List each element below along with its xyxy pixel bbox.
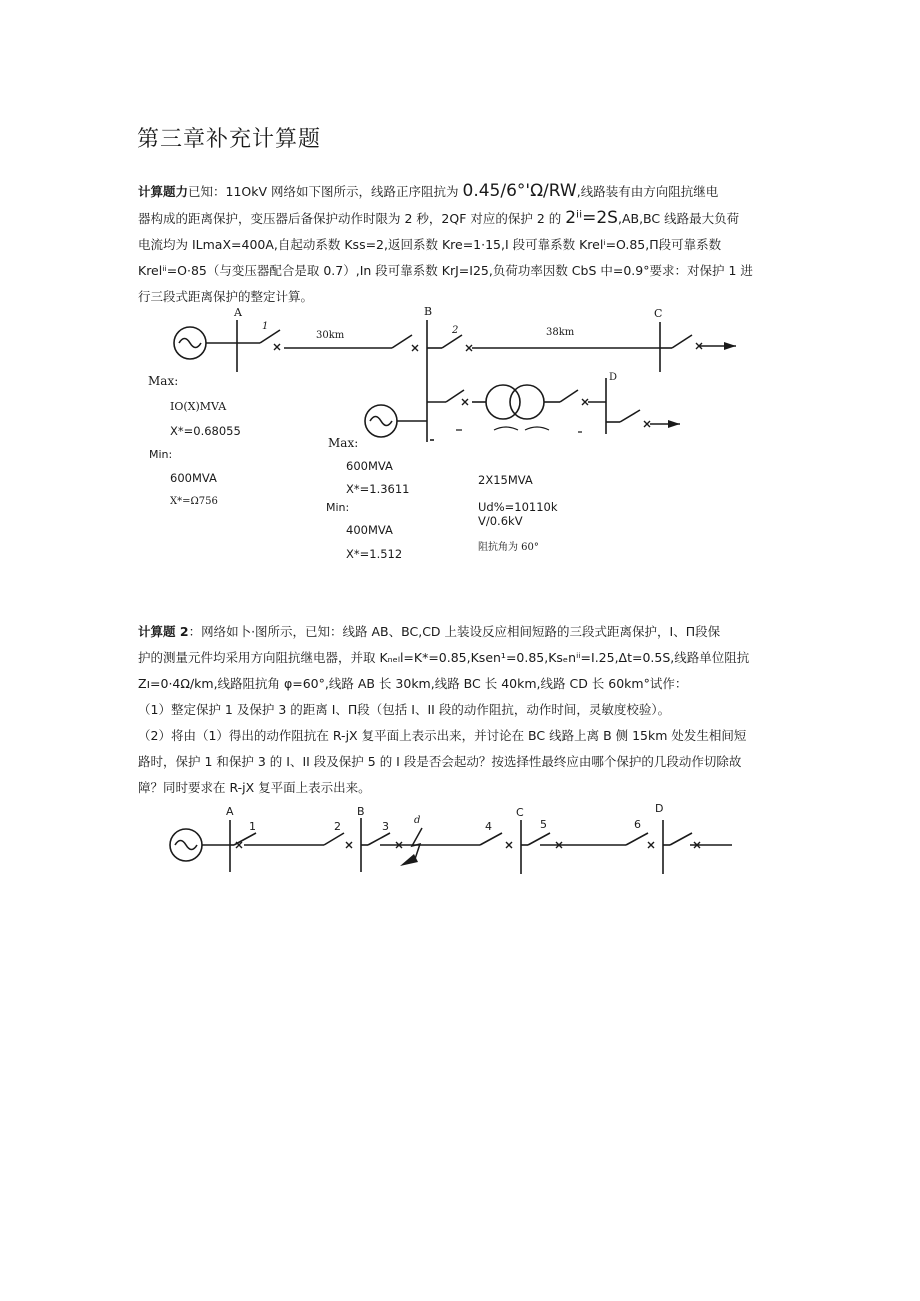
d2-node-d: D	[655, 802, 664, 815]
src-a-max-x: X*=0.68055	[170, 424, 241, 438]
problem-1-label: 计算题力	[138, 184, 189, 199]
p2-line2: 护的测量元件均采用方向阻抗继电器，并取 Kₙₑₗl=K*=0.85,Ksen¹=0.85,Ksₑnⁱⁱ=I.25,Δt=0.5S,线路单位阻抗	[138, 650, 750, 665]
p2-line3: Zı=0·4Ω∕km,线路阻抗角 φ=60°,线路 AB 长 30km,线路 BC 长 40km,线路 CD 长 60km°试作：	[138, 676, 688, 691]
p2-line1: ：网络如卜·图所示，已知：线路 AB、BC,CD 上装设反应相间短路的三段式距离保护，I、Π段保	[188, 624, 721, 639]
src-b-min-x: X*=1.512	[346, 547, 403, 561]
d2-node-a: A	[226, 805, 234, 818]
x-mark	[346, 842, 352, 848]
src-a-min-label: Min:	[149, 448, 173, 461]
length-bc-label: 38km	[546, 327, 575, 338]
page-title: 第三章补充计算题	[137, 127, 322, 152]
src-b-min-mva: 400MVA	[346, 523, 393, 537]
src-a-min-x: X*=Ω756	[170, 496, 218, 507]
p1-line2b: ,AB,BC 线路最大负荷	[617, 211, 740, 226]
src-b-max-label: Max:	[328, 436, 359, 450]
p2-item2-l2: 路时，保护 1 和保护 3 的 I、II 段及保护 5 的 I 段是否会起动？按选择性最终应由哪个保护的几段动作切除故	[138, 754, 742, 769]
src-a-max-mva: IO(X)MVA	[170, 400, 227, 413]
length-ab-label: 30km	[316, 330, 345, 341]
p2-item2-l1: （2）将由（1）得出的动作阻抗在 R-jX 复平面上表示出来，并讨论在 BC 线路上离 B 侧 15km 处发生相间短	[138, 728, 747, 743]
d2-breaker-4: 4	[485, 820, 492, 833]
src-b-max-mva: 600MVA	[346, 459, 393, 473]
p1-line1a: 已知：11OkV 网络如下图所示，线路正序阻抗为	[188, 184, 463, 199]
p1-line5: 行三段式距离保护的整定计算。	[138, 289, 314, 304]
x-mark	[648, 842, 654, 848]
xfmr-rating: 2X15MVA	[478, 473, 533, 487]
d2-breaker-3: 3	[382, 820, 389, 833]
x-mark	[506, 842, 512, 848]
p2-item1: （1）整定保护 1 及保护 3 的距离 I、Π段（包括 I、II 段的动作阻抗，动作时间，灵敏度校验）。	[138, 702, 671, 717]
xfmr-ud: Ud%=10110k	[478, 500, 558, 514]
src-b-min-label: Min:	[326, 501, 350, 514]
d2-breaker-1: 1	[249, 820, 256, 833]
node-d-label: D	[609, 372, 618, 383]
src-a-max-label: Max:	[148, 374, 179, 388]
node-c-label: C	[654, 307, 663, 320]
p1-line2a: 器构成的距离保护，变压器后备保护动作时限为 2 秒，2QF 对应的保护 2 的	[138, 211, 566, 226]
d2-breaker-2: 2	[334, 820, 341, 833]
d2-node-c: C	[516, 806, 524, 819]
d2-node-b: B	[357, 805, 365, 818]
p1-line1b: ,线路装有由方向阻抗继电	[576, 184, 719, 199]
p1-line3: 电流均为 ILmaX=400A,自起动系数 Kss=2,返回系数 Kre=1·15,I 段可靠系数 Krelⁱ=O.85,Π段可靠系数	[138, 237, 722, 252]
d2-breaker-5: 5	[540, 818, 547, 831]
src-b-max-x: X*=1.3611	[346, 482, 410, 496]
node-b-label: B	[424, 305, 433, 318]
problem-2-label: 计算题 2	[138, 624, 189, 639]
impedance-angle: 阻抗角为 60°	[478, 542, 539, 553]
src-a-min-mva: 600MVA	[170, 471, 217, 485]
breaker-1-label: 1	[262, 321, 269, 332]
node-a-label: A	[234, 306, 242, 319]
p1-line1-formula: 0.45∕6°'Ω∕RW	[462, 181, 577, 201]
p2-item2-l3: 障？同时要求在 R-jX 复平面上表示出来。	[138, 780, 371, 795]
p1-line4: Krelⁱⁱ=O·85（与变压器配合是取 0.7）,In 段可靠系数 KrJ=I25,负荷功率因数 CbS 中=0.9°要求：对保护 1 进	[138, 263, 753, 278]
fault-point-label: d	[414, 815, 421, 826]
p1-line2-formula: 2ⁱⁱ=2S	[565, 208, 618, 228]
d2-breaker-6: 6	[634, 818, 641, 831]
breaker-2-label: 2	[452, 325, 459, 336]
xfmr-voltage: V∕0.6kV	[478, 514, 523, 528]
